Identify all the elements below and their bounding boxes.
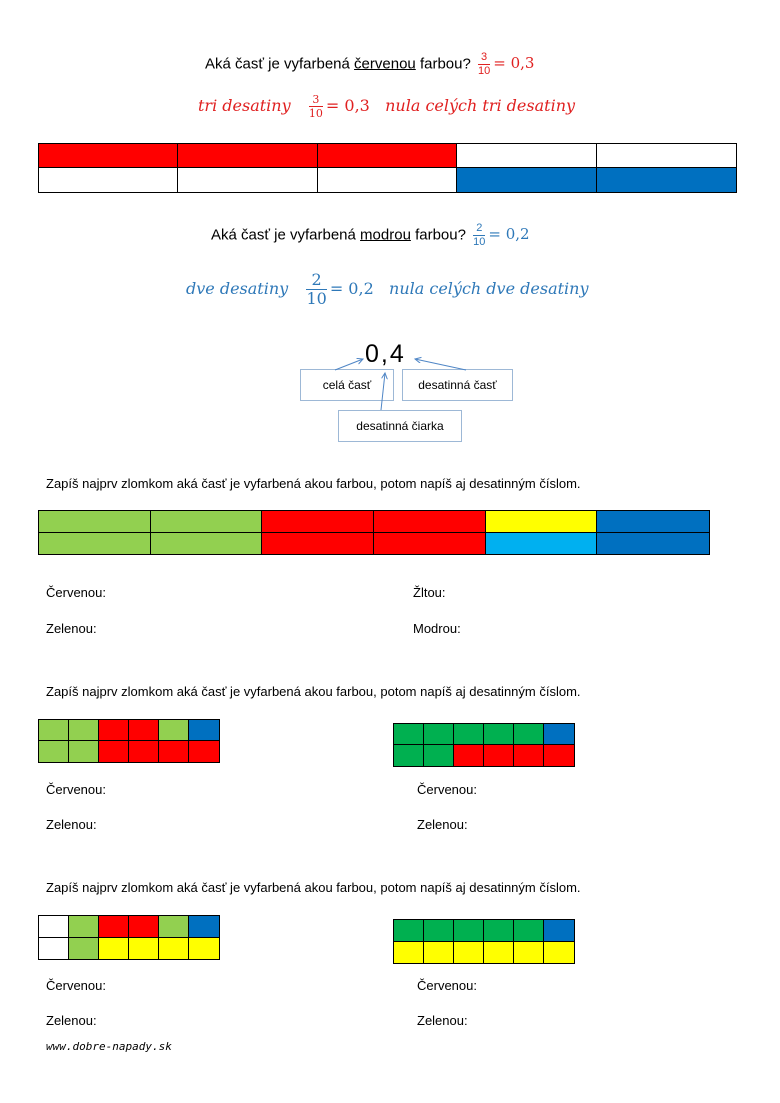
grid-cell xyxy=(189,720,219,741)
decimal-number: 0,4 xyxy=(365,340,406,368)
task-instruction-2: Zapíš najprv zlomkom aká časť je vyfarbená akou farbou, potom napíš aj desatinným číslom. xyxy=(46,684,581,699)
decimal-part-callout: desatinná časť xyxy=(402,369,513,401)
grid-cell xyxy=(189,916,219,938)
grid-cell xyxy=(69,938,99,960)
grid-cell xyxy=(69,741,99,762)
grid-cell xyxy=(39,741,69,762)
grid-cell xyxy=(597,533,709,555)
answer-blue: $\frac{2}{10}$ = 0,2 xyxy=(473,222,530,248)
exercise-2-left-grid xyxy=(38,719,220,763)
reading-red: tri desatiny $\frac{3}{10}$ = 0,3 nula celých tri desatiny xyxy=(198,93,576,120)
task-instruction-1: Zapíš najprv zlomkom aká časť je vyfarbená akou farbou, potom napíš aj desatinným číslom. xyxy=(46,476,581,491)
answer-label-red: Červenou: xyxy=(417,782,477,797)
grid-cell xyxy=(99,741,129,762)
grid-cell xyxy=(454,942,484,964)
grid-cell xyxy=(486,511,598,533)
callout-arrows xyxy=(0,0,780,460)
grid-cell xyxy=(514,942,544,964)
grid-cell xyxy=(99,938,129,960)
grid-cell xyxy=(424,724,454,745)
grid-cell xyxy=(374,511,486,533)
grid-cell xyxy=(454,745,484,766)
exercise-3-right-grid xyxy=(393,919,575,964)
answer-label-green: Zelenou: xyxy=(417,1013,468,1028)
grid-cell xyxy=(424,920,454,942)
exercise-3-left-grid xyxy=(38,915,220,960)
grid-cell xyxy=(486,533,598,555)
grid-cell xyxy=(544,942,574,964)
grid-cell xyxy=(484,942,514,964)
grid-cell xyxy=(394,745,424,766)
answer-label-blue: Modrou: xyxy=(413,621,461,636)
exercise-1-grid xyxy=(38,510,710,555)
grid-cell xyxy=(151,511,263,533)
grid-cell xyxy=(159,720,189,741)
exercise-2-right-grid xyxy=(393,723,575,767)
grid-cell xyxy=(424,745,454,766)
grid-cell xyxy=(39,511,151,533)
grid-cell xyxy=(69,916,99,938)
question-blue: Aká časť je vyfarbená modrou farbou? $\frac{2}{10}$ = 0,2 xyxy=(211,222,530,248)
whole-part-callout: celá časť xyxy=(300,369,394,401)
answer-label-red: Červenou: xyxy=(46,585,106,600)
task-instruction-3: Zapíš najprv zlomkom aká časť je vyfarbená akou farbou, potom napíš aj desatinným číslom. xyxy=(46,880,581,895)
grid-cell xyxy=(544,920,574,942)
grid-cell xyxy=(394,724,424,745)
grid-cell xyxy=(394,942,424,964)
question-red: Aká časť je vyfarbená červenou farbou? $\frac{3}{10}$ = 0,3 xyxy=(205,51,535,77)
grid-cell xyxy=(151,533,263,555)
grid-cell xyxy=(159,741,189,762)
answer-label-red: Červenou: xyxy=(417,978,477,993)
grid-cell xyxy=(129,938,159,960)
grid-cell xyxy=(39,533,151,555)
color-word-blue: modrou xyxy=(360,226,411,244)
answer-label-green: Zelenou: xyxy=(46,817,97,832)
answer-red: $\frac{3}{10}$ = 0,3 xyxy=(477,51,535,77)
grid-cell xyxy=(129,916,159,938)
decimal-comma-callout: desatinná čiarka xyxy=(338,410,462,442)
grid-cell xyxy=(454,724,484,745)
grid-cell xyxy=(454,920,484,942)
answer-label-yellow: Žltou: xyxy=(413,585,446,600)
answer-label-green: Zelenou: xyxy=(46,1013,97,1028)
footer-website: www.dobre-napady.sk xyxy=(46,1040,172,1053)
grid-cell xyxy=(99,916,129,938)
grid-cell xyxy=(189,938,219,960)
grid-cell xyxy=(159,916,189,938)
grid-cell xyxy=(39,720,69,741)
answer-label-red: Červenou: xyxy=(46,978,106,993)
grid-cell xyxy=(39,938,69,960)
answer-label-green: Zelenou: xyxy=(46,621,97,636)
grid-cell xyxy=(262,533,374,555)
grid-cell xyxy=(424,942,454,964)
grid-cell xyxy=(159,938,189,960)
grid-cell xyxy=(514,724,544,745)
answer-label-red: Červenou: xyxy=(46,782,106,797)
grid-cell xyxy=(394,920,424,942)
grid-cell xyxy=(129,741,159,762)
grid-cell xyxy=(374,533,486,555)
reading-blue: dve desatiny $\frac{2}{10}$ = 0,2 nula celých dve desatiny xyxy=(186,270,589,308)
color-word-red: červenou xyxy=(354,55,416,73)
grid-cell xyxy=(484,745,514,766)
grid-cell xyxy=(484,920,514,942)
grid-cell xyxy=(39,916,69,938)
grid-cell xyxy=(597,511,709,533)
grid-cell xyxy=(262,511,374,533)
grid-cell xyxy=(514,745,544,766)
grid-cell xyxy=(544,745,574,766)
answer-label-green: Zelenou: xyxy=(417,817,468,832)
grid-cell xyxy=(544,724,574,745)
grid-cell xyxy=(484,724,514,745)
grid-cell xyxy=(129,720,159,741)
grid-cell xyxy=(69,720,99,741)
grid-cell xyxy=(99,720,129,741)
grid-cell xyxy=(514,920,544,942)
grid-cell xyxy=(189,741,219,762)
